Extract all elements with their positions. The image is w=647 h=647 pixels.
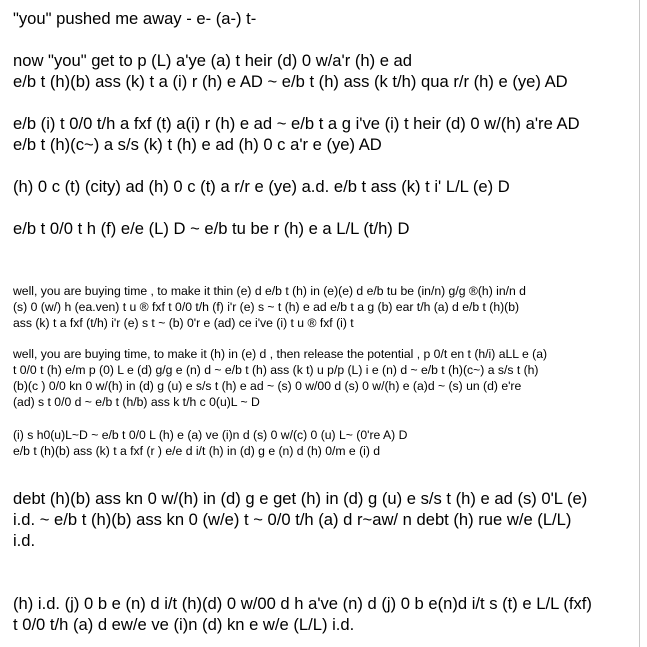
text-line: (ad) s t 0/0 d ~ e/b t (h/b) ass k t/h c 0(u)L ~ D (13, 395, 260, 409)
text-line: e/b t (h)(b) ass (k) t a fxf (r ) e/e d i/t (h) in (d) g e (n) d (h) 0/m e (i) d (13, 444, 381, 458)
text-line: well, you are buying time, to make it (h) in (e) d , then release the potential , p 0/t en t (h/i) aLL e (a) (13, 347, 548, 361)
text-line: debt (h)(b) ass kn 0 w/(h) in (d) g e get (h) in (d) g (u) e s/s t (h) e ad (s) 0'L (e) (13, 489, 588, 508)
text-line: (h) i.d. (j) 0 b e (n) d i/t (h)(d) 0 w/00 d h a've (n) d (j) 0 b e(n)d i/t s (t) e L/L (fxf) (13, 594, 592, 613)
text-line: (h) 0 c (t) (city) ad (h) 0 c (t) a r/r e (ye) a.d. e/b t ass (k) t i' L/L (e) D (13, 177, 510, 196)
text-line: t 0/0 t (h) e/m p (0) L e (d) g/g e (n) d ~ e/b t (h) ass (k t) u p/p (L) i e (n) d ~ e/b t (h)(c~) a s/s t (h) (13, 363, 539, 377)
text-line: (b)(c ) 0/0 kn 0 w/(h) in (d) g (u) e s/s t (h) e ad ~ (s) 0 w/00 d (s) 0 w/(h) e (a)d ~ (s) un (d) e're (13, 379, 522, 393)
text-line: e/b t (h)(b) ass (k) t a (i) r (h) e AD ~ e/b t (h) ass (k t/h) qua r/r (h) e (ye) AD (13, 72, 568, 91)
text-line: e/b t (h)(c~) a s/s (k) t (h) e ad (h) 0 c a'r e (ye) AD (13, 135, 382, 154)
text-line: ass (k) t a fxf (t/h) i'r (e) s t ~ (b) 0'r e (ad) ce i've (i) t u ® fxf (i) t (13, 316, 354, 330)
text-line: e/b (i) t 0/0 t/h a fxf (t) a(i) r (h) e ad ~ e/b t a g i've (i) t heir (d) 0 w/(h) a're AD (13, 114, 580, 133)
text-line: now "you" get to p (L) a'ye (a) t heir (d) 0 w/a'r (h) e ad (13, 51, 413, 70)
text-line: e/b t 0/0 t h (f) e/e (L) D ~ e/b tu be r (h) e a L/L (t/h) D (13, 219, 410, 238)
text-line: (i) s h0(u)L~D ~ e/b t 0/0 L (h) e (a) ve (i)n d (s) 0 w/(c) 0 (u) L~ (0're A) D (13, 428, 408, 442)
text-line: well, you are buying time , to make it thin (e) d e/b t (h) in (e)(e) d e/b tu be (in/n) g/g ®(h) in/n d (13, 284, 526, 298)
text-line: i.d. (13, 531, 36, 550)
text-line: "you" pushed me away - e- (a-) t- (13, 9, 257, 28)
text-line: (s) 0 (w/) h (ea.ven) t u ® fxf t 0/0 t/h (f) i'r (e) s ~ t (h) e ad e/b t a g (b) ear t/h (a) d e/b t (h)(b) (13, 300, 520, 314)
text-line: t 0/0 t/h (a) d ew/e ve (i)n (d) kn e w/e (L/L) i.d. (13, 615, 355, 634)
text-line: i.d. ~ e/b t (h)(b) ass kn 0 (w/e) t ~ 0/0 t/h (a) d r~aw/ n debt (h) rue w/e (L/L) (13, 510, 572, 529)
